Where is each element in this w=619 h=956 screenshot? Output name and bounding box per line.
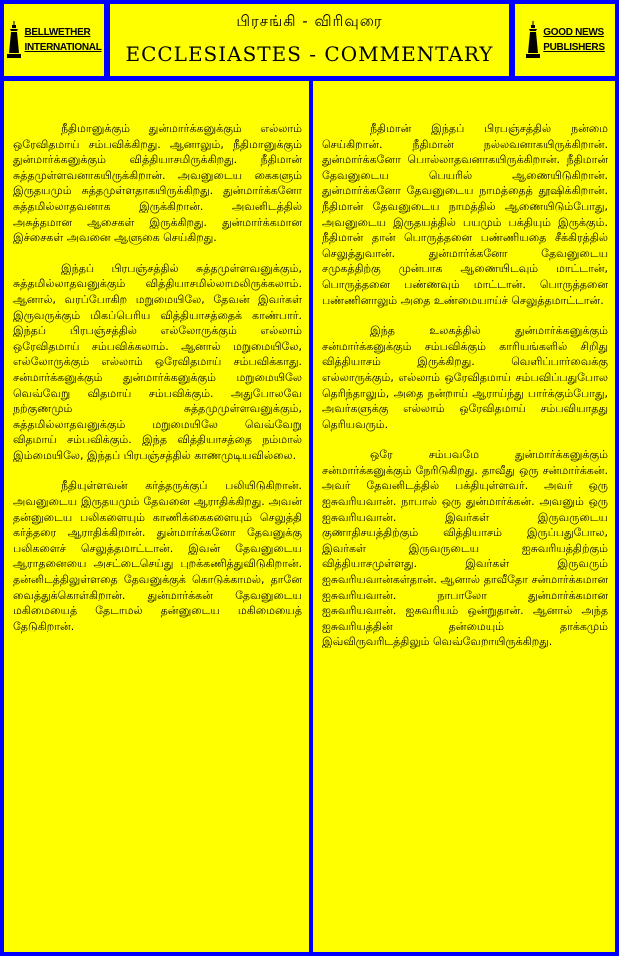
bellwether-logo-text: [24, 25, 101, 55]
good-news-logo: [515, 4, 615, 76]
good-news-logo-text: [543, 25, 604, 55]
logo-line-1: BELLWETHER: [24, 27, 91, 38]
paragraph: இந்தப் பிரபஞ்சத்தில் சுத்தமுள்ளவனுக்கும், சுத்தமில்லாதவனுக்கும் வித்தியாசமில்லாமலிருக்கலாம். ஆனால், வரப்போகிற மறுமையிலே, தேவன் இவர்கள் இருவருக்கும் மிகப்பெரிய வித்தியாசத்தைக் காண்பார். இந்தப் பிரபஞ்சத்தில் எல்லோருக்கும் எல்லாம் ஒரேவிதமாய் சம்பவிக்கலாம். ஆனால் மறுமையிலே, எல்லோருக்கும் எல்லாம் ஒரேவிதமாய் சம்பவிக்காது. சன்மார்க்கனுக்கும் துன்மார்க்கனுக்கும் மறுமையிலே வெவ்வேறு விதமாய் சம்பவிக்கும். அதுபோலவே நற்குணமும் சுத்தமுமுள்ளவனுக்கும், சுத்தமில்லாதவனுக்கும் மறுமையிலே வெவ்வேறு விதமாய் சம்பவிக்கும். இந்த வித்தியாசத்தை நம்மால் இம்மையிலே, இந்தப் பிரபஞ்சத்தில் காணமுடியவில்லை.: [13, 261, 302, 462]
header-title-box: [110, 4, 509, 76]
paragraph: நீதிமான் இந்தப் பிரபஞ்சத்தில் நன்மை செய்கிறான். நீதிமான் நல்லவனாகயிருக்கிறான். துன்மார்க்கனோ பொல்லாதவனாகயிருக்கிறான். நீதிமான் தேவனுடைய பெயரில் ஆணையிடுகிறான். துன்மார்க்கனோ தேவனுடைய நாமத்தைத் தூஷிக்கிறான். நீதிமான் தேவனுடைய நாமத்தில் ஆணையிடும்போது, அவனுடைய இருதயத்தில் பயமும் பக்தியும் இருக்கும். நீதிமான் தான் பொருத்தனை பண்ணியதை சீக்கிரத்தில் செலுத்துவான். துன்மார்க்கனோ தேவனுடைய சமுகத்திற்கு முன்பாக ஆணையிடவும் மாட்டான், பொருத்தனை பண்ணவும் மாட்டான். பொருத்தனை பண்ணினாலும் அதை உண்மையாய்ச் செலுத்தமாட்டான்.: [322, 122, 608, 307]
logo-line-1: GOOD NEWS: [543, 27, 604, 38]
paragraph: இந்த உலகத்தில் துன்மார்க்கனுக்கும் சன்மார்க்கனுக்கும் சம்பவிக்கும் காரியங்களில் சிறிது வித்தியாசம் இருக்கிறது. வெளிப்பார்வைக்கு எல்லாருக்கும், எல்லாம் ஒரேவிதமாய் சம்பவிப்பதுபோல தெரிந்தாலும், அதை நன்றாய் ஆராய்ந்து பார்க்கும்போது, அவர்களுக்கு எல்லாம் ஒரேவிதமாய் சம்பவியாதது தெரியவரும்.: [322, 324, 608, 431]
logo-line-2: INTERNATIONAL: [24, 42, 102, 53]
paragraph: நீதியுள்ளவன் கர்த்தருக்குப் பலியிடுகிறான். அவனுடைய இருதயமும் தேவனை ஆராதிக்கிறது. அவன் தன்னுடைய பலிகளையும் காணிக்கைகளையும் செலுத்தி கர்த்தரை ஆராதிக்கிறான். துன்மார்க்கனோ தேவனுக்கு பலிகளைச் செலுத்தமாட்டான். இவன் தேவனுடைய ஆராதனையை அசட்டைசெய்து புறக்கணித்துவிடுகிறான். தன்னிடத்திலுள்ளதை தேவனுக்குக் கொடுக்காமல், தானே வைத்துக்கொள்கிறான். துன்மார்க்கன் தேவனுடைய மகிமையைத் தேடாமல் தன்னுடைய மகிமையைத் தேடுகிறான்.: [13, 479, 302, 633]
paragraph: நீதிமானுக்கும் துன்மார்க்கனுக்கும் எல்லாம் ஒரேவிதமாய் சம்பவிக்கிறது. ஆனாலும், நீதிமானுக்கும் துன்மார்க்கனுக்கும் வித்தியாசமிருக்கிறது. நீதிமான் சுத்தமுள்ளவனாகயிருக்கிறான். அவனுடைய கைகளும் இருதயமும் சுத்தமுள்ளதாகயிருக்கிறது. துன்மார்க்கனோ சுத்தமில்லாதவனாக இருக்கிறான். அவனிடத்தில் அசுத்தமான ஆசைகள் இருக்கிறது. துன்மார்க்கமான இச்சைகள் அவனை ஆளுகை செய்கிறது.: [13, 122, 302, 245]
page-title-english: ECCLESIASTES - COMMENTARY: [125, 42, 494, 66]
paragraph: ஒரே சம்பவமே துன்மார்க்கனுக்கும் சன்மார்க்கனுக்கும் நேரிடுகிறது. தாவீது ஒரு சன்மார்க்கன். அவர் தேவனிடத்தில் பக்தியுள்ளவர். அவர் ஒரு ஐசுவரியவான். நாபால் ஒரு துன்மார்க்கன். அவனும் ஒரு ஐசுவரியவான். இவர்கள் இருவருடைய குணாதிசயத்திற்கும் வித்தியாசம் இருப்பதுபோல, இவர்கள் இருவருடைய ஐசுவரியத்திற்கும் வித்தியாசமுள்ளது. இவர்கள் இருவரும் ஐசுவரியவான்கள்தான். ஆனால் தாவீதோ சன்மார்க்கமான ஐசுவரியவான். நாபாலோ துன்மார்க்கமான ஐசுவரியவான். ஐசுவரியம் ஒன்றுதான். ஆனால் அந்த ஐசுவரியத்தின் தன்மையும் தாக்கமும் இவ்விருவரிடத்திலும் வெவ்வேறாயிருக்கிறது.: [322, 448, 608, 649]
left-column: [4, 81, 309, 952]
bellwether-logo: [4, 4, 104, 76]
logo-line-2: PUBLISHERS: [543, 42, 605, 53]
lighthouse-icon: [6, 21, 22, 59]
lighthouse-icon: [525, 21, 541, 59]
page-title-tamil: பிரசங்கி - விரிவுரை: [236, 12, 383, 30]
right-column: [313, 81, 615, 952]
